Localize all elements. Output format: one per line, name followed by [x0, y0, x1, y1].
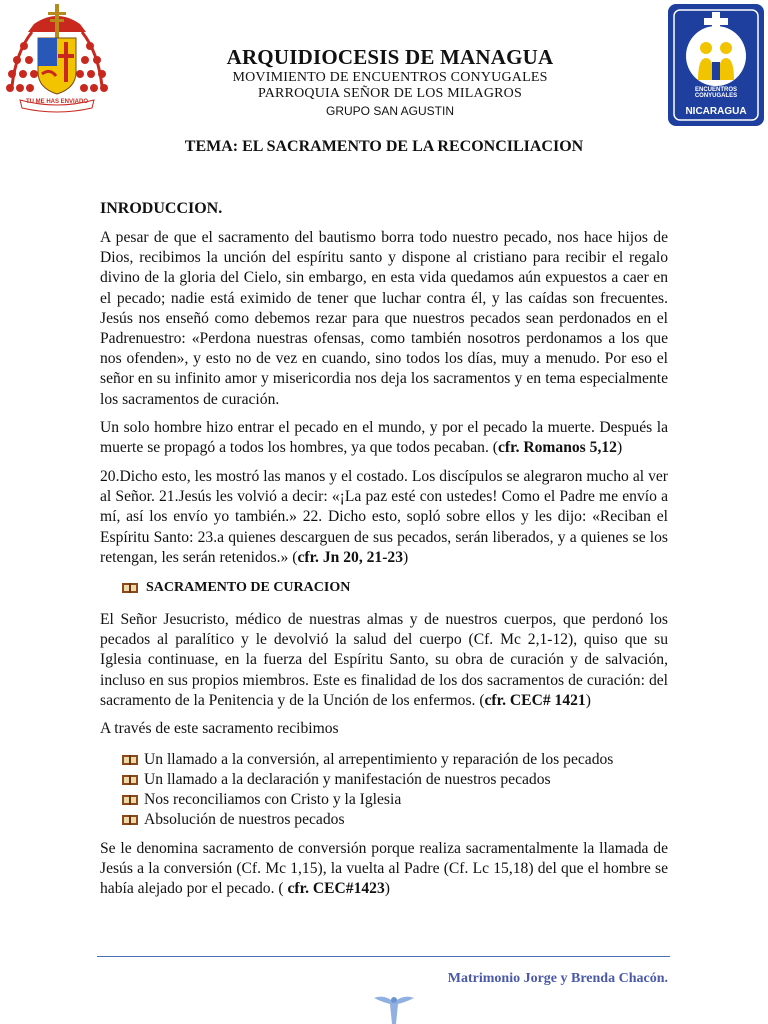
intro-paragraph: A pesar de que el sacramento del bautismo borra todo nuestro pecado, nos hace hijos de Dios, recibimos la unción del espíritu santo y dispone al cristiano para recibir el regalo divino de la gloria del Cielo, sin embargo, en esta vida quedamos aún expuestos a caer en el pecado; nadie está eximido de tener que luchar contra él, y las caídas son frecuentes. Jesús nos enseñó como debemos rezar para que nuestros pecados sean perdonados en el Padrenuestro: «Perdona nuestras ofensas, como también nosotros perdonamos a los que nos ofenden», y esto no de vez en cuando, sino todos los días, muy a menudo. Por eso el señor en su infinito amor y misericordia nos deja los sacramentos y en tema especialmente los sacramentos de curación. — [100, 229, 668, 408]
benefits-list — [122, 750, 662, 830]
book-icon — [122, 794, 138, 806]
romans-paragraph — [100, 418, 668, 458]
intro-heading: INRODUCCION. — [100, 200, 223, 217]
ornament-icon — [372, 992, 416, 1024]
cec-1423-reference: cfr. CEC#1423 — [287, 880, 385, 898]
list-item-label: Nos reconciliamos con Cristo y la Iglesia — [144, 791, 402, 808]
emblem-country: NICARAGUA — [685, 106, 747, 117]
movement-name: MOVIMIENTO DE ENCUENTROS CONYUGALES — [232, 70, 548, 85]
parish-name: PARROQUIA SEÑOR DE LOS MILAGROS — [258, 86, 522, 101]
list-item-label: Un llamado a la conversión, al arrepentimiento y reparación de los pecados — [144, 751, 614, 768]
conversion-text: Se le denomina sacramento de conversión porque realiza sacramentalmente la llamada de Jesús a la conversión (Cf. Mc 1,15), la vuelta al Padre (Cf. Lc 15,18) del que el hombre se había alejado por el pecado. ( — [100, 840, 668, 898]
book-icon — [122, 754, 138, 766]
romans-text: Un solo hombre hizo entrar el pecado en el mundo, y por el pecado la muerte. Después la muerte se propagó a todos los hombres, ya que todos pecaban. ( — [100, 419, 668, 457]
john-paragraph — [100, 467, 668, 568]
list-item — [122, 770, 662, 790]
cec-1421-reference: cfr. CEC# 1421 — [484, 691, 586, 709]
archdiocese-title: ARQUIDIOCESIS DE MANAGUA — [226, 45, 554, 69]
topic-title: TEMA: EL SACRAMENTO DE LA RECONCILIACION — [184, 138, 584, 155]
curacion-paragraph — [100, 610, 668, 711]
benefits-intro: A través de este sacramento recibimos — [100, 720, 339, 737]
conversion-paragraph — [100, 839, 668, 900]
book-icon — [122, 582, 138, 594]
curacion-close: ) — [585, 691, 591, 709]
curacion-heading-label: SACRAMENTO DE CURACION — [146, 580, 351, 595]
list-item-label: Un llamado a la declaración y manifestación de nuestros pecados — [144, 771, 551, 788]
crest-motto: TU ME HAS ENVIADO — [25, 99, 88, 105]
group-name: GRUPO SAN AGUSTIN — [325, 104, 455, 118]
list-item-label: Absolución de nuestros pecados — [144, 811, 345, 828]
list-item — [122, 810, 662, 830]
list-item — [122, 750, 662, 770]
romans-reference: cfr. Romanos 5,12 — [497, 439, 617, 457]
letterhead — [120, 44, 660, 120]
archdiocese-crest-icon — [2, 2, 112, 114]
conversion-close: ) — [384, 880, 390, 898]
footer-divider — [97, 956, 670, 957]
book-icon — [122, 814, 138, 826]
john-close: ) — [403, 548, 409, 566]
emblem-arc-text: ENCUENTROS CONYUGALES — [694, 87, 738, 99]
book-icon — [122, 774, 138, 786]
john-text: 20.Dicho esto, les mostró las manos y el costado. Los discípulos se alegraron mucho al ver al Señor. 21.Jesús les volvió a decir: «¡La paz esté con ustedes! Como el Padre me envío a mí, así los envío yo también.» 22. Dicho esto, sopló sobre ellos y les dijo: «Reciban el Espíritu Santo: 23.a quienes descarguen de sus pecados, serán liberados, y a quienes se los retengan, les serán retenidos.» ( — [100, 468, 668, 566]
curacion-heading — [122, 580, 350, 596]
list-item — [122, 790, 662, 810]
footer-authors: Matrimonio Jorge y Brenda Chacón. — [447, 971, 668, 986]
curacion-text: El Señor Jesucristo, médico de nuestras almas y de nuestros cuerpos, que perdonó los pecados al paralítico y le devolvió la salud del cuerpo (Cf. Mc 2,1-12), quiso que su Iglesia continuase, en la fuerza del Espíritu Santo, su obra de curación y de salvación, incluso en sus propios miembros. Este es finalidad de los dos sacramentos de curación: del sacramento de la Penitencia y de la Unción de los enfermos. ( — [100, 611, 668, 709]
john-reference: cfr. Jn 20, 21-23 — [297, 548, 403, 566]
romans-close: ) — [616, 439, 623, 457]
